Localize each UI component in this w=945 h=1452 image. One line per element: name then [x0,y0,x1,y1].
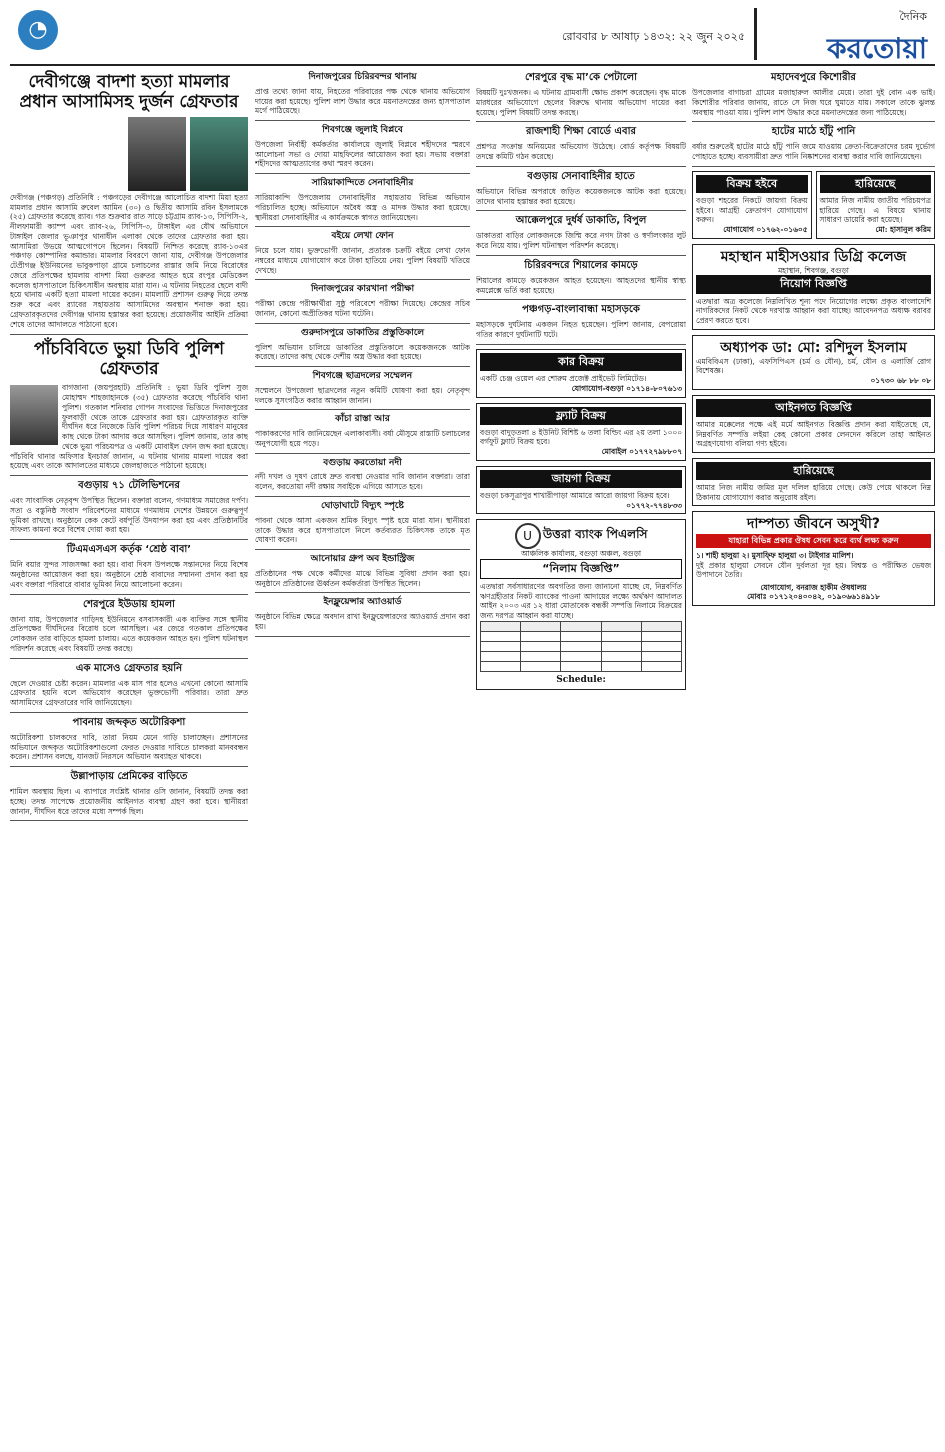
bank-office: আঞ্চলিক কার্যালয়, বগুড়া অঞ্চল, বগুড়া [520,549,642,559]
ad-lost-nid [816,171,936,239]
bank-auction-table [480,621,682,672]
health-ad-subtitle: যাহারা বিভিন্ন প্রকার ঔষধ সেবন করে ব্যর্থ লক্ষ্য করুন [696,534,931,548]
story-autorickshaw [10,717,248,767]
story-gurudaspur-headline: গুরুদাসপুরে ডাকাতির প্রস্তুতিকালে [300,327,425,338]
lead-photos [10,117,248,191]
masthead [10,6,935,66]
story-no-arrest [10,663,248,713]
story-anwar-group-body: প্রতিষ্ঠানের পক্ষ থেকে কর্মীদের মাঝে বিভিন্ন সুবিধা প্রদান করা হয়। অনুষ্ঠানে প্রতিষ্ঠানের ঊর্ধ্বতন কর্মকর্তারা উপস্থিত ছিলেন। [255,568,470,588]
ad-car-sale [476,349,686,398]
story-sariakandi [255,178,470,227]
story-chirirbandar-body: প্রাপ্ত তথ্যে জানা যায়, নিহতের পরিবারের পক্ষ থেকে থানায় অভিযোগ দায়ের করা হয়েছে। পুলিশ লাশ উদ্ধার করে ময়নাতদন্তের জন্য হাসপাতাল মর্গে পাঠিয়েছে। [255,86,470,116]
story-shibganj-july-body: উপজেলা নির্বাহী কর্মকর্তার কার্যালয়ে জুলাই বিপ্লবে শহীদদের স্মরণে আলোচনা সভা ও দোয়া মাহফিলের আয়োজন করা হয়। সভায় বক্তারা শহীদদের আত্মত্যাগের কথা স্মরণ করেন। [255,139,470,169]
issue-date: রোববার ৮ আষাঢ় ১৪৩২: ২২ জুন ২০২৫ [562,30,745,43]
story-mohadevpur-body: উপজেলার বাগাচরা গ্রামের মজাহারুল আলীর মেয়ে। তারা দুই বোন এক ভাই। কিশোরীর পরিবার জানায়, রাতে সে নিজ ঘরে ঘুমাতে যায়। সকালে তাকে ঝুলন্ত অবস্থায় পাওয়া যায়। পুলিশ লাশ উদ্ধার করে ময়নাতদন্তের জন্য পাঠিয়েছে। [692,88,935,117]
story-karatoa-river-body: নদী দখল ও দূষণ রোধে দ্রুত ব্যবস্থা নেওয়ার দাবি জানান বক্তারা। তারা বলেন, করতোয়া নদী রক্ষায় সবাইকে এগিয়ে আসতে হবে। [255,472,470,492]
ad-flat-sale-contact: মোবাইল ০১৭৭২৭৯৮৮০৭ [601,447,682,457]
story-anwar-group-headline: আনোয়ার গ্রুপ অব ইন্ডাস্ট্রিজ [310,554,415,565]
column-2 [255,70,470,1440]
suspect-photo [10,385,58,445]
story-chirirbandar-headline: দিনাজপুরের চিরিরবন্দর থানায় [308,72,417,82]
story-bogura-army-headline: বগুড়ায় সেনাবাহিনীর হাতে [527,170,635,182]
story-book-phone [255,231,470,280]
suspect-photo-2 [190,117,248,191]
ad-car-sale-title: কার বিক্রয় [480,353,682,371]
column-3 [476,70,686,1440]
ad-flat-sale-title: ফ্ল্যাট বিক্রয় [480,407,682,425]
story-fake-police-headline: পাঁচবিবিতে ভুয়া ডিবি পুলিশ গ্রেফতার [33,338,225,379]
doctor-name: অধ্যাপক ডা: মো: রশিদুল ইসলাম [720,339,907,356]
ad-for-sale-title: বিক্রয় হইবে [696,175,808,193]
story-akkelpur-headline: আক্কেলপুরে দুর্ধর্ষ ডাকাতি, বিপুল [515,215,647,227]
story-autorickshaw-headline: পাবনায় জব্দকৃত অটোরিকশা [72,716,186,728]
story-influencer-award [255,597,470,636]
health-ad-title: দাম্পত্য জীবনে অসুখী? [747,516,880,533]
story-ullapara-body: শামিল অবস্থায় ছিল। এ ব্যাপারে সংশ্লিষ্ট থানার ওসি জানান, বিষয়টি তদন্ত করা হচ্ছে। তদন্ত সাপেক্ষে প্রয়োজনীয় আইনগত ব্যবস্থা গ্রহণ করা হবে। স্থানীয়রা জানান, দীর্ঘদিন ধরে তাদের মধ্যে সম্পর্ক ছিল। [10,787,248,816]
ad-land-sale-contact: ০১৭৭২-৭৭৪৮৩৩ [626,500,682,510]
health-ad-body: দুই প্রকার হালুয়া সেবনে যৌন দুর্বলতা দূর হয়। বিশ্বস্ত ও পরীক্ষিত ভেষজ উপাদানে তৈরি। [696,560,931,580]
ad-lost-nid-title: হারিয়েছে [820,175,932,193]
story-sariakandi-headline: সারিয়াকান্দিতে সেনাবাহিনীর [311,178,414,189]
story-no-arrest-headline: এক মাসেও গ্রেফতার হয়নি [75,662,183,674]
story-ghoraghat-body: পাবনা থেকে আসা একজন শ্রমিক বিদ্যুৎ স্পৃষ্ট হয়ে মারা যান। স্থানীয়রা তাকে উদ্ধার করে হাসপাতালে নিলে কর্তব্যরত চিকিৎসক তাকে মৃত ঘোষণা করেন। [255,515,470,545]
story-bogura-tv-headline: বগুড়ায় ৭১ টেলিভিশনের [78,480,180,492]
college-address: মহাস্থান, শিবগঞ্জ, বগুড়া [778,265,849,275]
story-shibganj-july-headline: শিবগঞ্জে জুলাই বিপ্লবে [322,125,403,136]
story-karatoa-river-headline: বগুড়ায় করতোয়া নদী [323,457,402,468]
story-shibganj-july [255,125,470,174]
ad-flat-sale-body: বগুড়া বাদুড়তলা ৪ ইউনিট বিশিষ্ট ৬ তলা বিল্ডিং এর ২য় তলা ১০০০ বর্গফুট ফ্ল্যাট বিক্রয় হবে। [480,427,682,447]
ad-land-sale-title: জায়গা বিক্রয় [480,470,682,488]
story-kacha-rasta-headline: কাঁচা রাস্তা আর [335,414,390,425]
lost-deed-title: হারিয়েছে [696,462,931,480]
story-book-phone-headline: বইয়ে লেখা ফোন [331,231,394,242]
story-rajshahi-board-headline: রাজশাহী শিক্ষা বোর্ডে এবার [526,126,636,138]
recruitment-title: নিয়োগ বিজ্ঞপ্তি [696,275,931,293]
lead-body: দেবীগঞ্জ (পঞ্চগড়) প্রতিনিধি : পঞ্চগড়ের দেবীগঞ্জে আলোচিত বাদশা মিয়া হত্যা মামলার প্রধান আসামি রুবেল আমিন (৩০) ও দ্বিতীয় আসামি রবিন ইসলামকে (২৫) গ্রেফতার করেছে র‌্যাব। গত শুক্রবার রাত সাড়ে চট্টগ্রাম র‌্যাব-১৩, সিপিসি-২, নীলফামারী ক্যাম্প এবং র‌্যাব-২৬, সিপিসি-৩, টাঙ্গাইল এর যৌথ অভিযানে টাঙ্গাইল জেলার ভূঞাপুর থানাধীন এলাকা থেকে তাদের গ্রেফতার করা হয়। আসামিরা উভয়ে আত্মগোপনে ছিলেন। বিষয়টি নিশ্চিত করেছে র‌্যাব-১৩এর পঞ্চগড় কোম্পানির কমান্ডার। মামলার বিবরণে জানা যায়, দেবীগঞ্জ উপজেলার টেপ্রীগঞ্জ ইউনিয়নের ভাবুকপাড়া গ্রামে চলাচলের রাস্তার জমি নিয়ে বিরোধের জেরে প্রতিপক্ষের হামলায় বাদশা মিয়া গুরুতর আহত হয়ে রংপুর মেডিকেল কলেজ হাসপাতালে চিকিৎসাধীন অবস্থায় মারা যান। এ ঘটনায় নিহতের ছেলে বাদী হয়ে থানায় একটি হত্যা মামলা দায়ের করেন। মামলাটি প্রশাসন গুরুত্ব দিয়ে তদন্ত শুরু করে এবং র‌্যাবের সহায়তায় আসামিদের অবস্থান শনাক্ত করা হয়। গ্রেফতারকৃতদের দেবীগঞ্জ থানায় হস্তান্তর করা হয়েছে। প্রয়োজনীয় আইনি প্রক্রিয়া শেষে তাদের আদালতে পাঠানো হবে। [10,192,248,329]
story-panchagarh-highway-body: মহাসড়কে দুর্ঘটনায় একজন নিহত হয়েছেন। পুলিশ জানায়, বেপরোয়া গতির কারণে দুর্ঘটনাটি ঘটে। [476,320,686,340]
recruitment-body: এতদ্বারা অত্র কলেজে নিম্নলিখিত শূন্য পদে নিয়োগের লক্ষ্যে প্রকৃত বাংলাদেশি নাগরিকদের নিকট থেকে দরখাস্ত আহ্বান করা যাচ্ছে। আবেদনপত্র অধ্যক্ষ বরাবর প্রেরণ করতে হবে। [696,296,931,325]
story-rajshahi-board [476,126,686,167]
paper-nameplate [754,8,927,65]
legal-notice-title: আইনগত বিজ্ঞপ্তি [696,399,931,417]
college-recruitment-notice [692,244,935,330]
story-karatoa-river [255,458,470,497]
story-ullapara-headline: উল্লাপাড়ায় প্রেমিকের বাড়িতে [70,771,188,783]
bank-schedule-label: Schedule: [556,674,606,685]
story-gurudaspur-body: পুলিশ অভিযান চালিয়ে ডাকাতির প্রস্তুতিকালে কয়েকজনকে আটক করেছে। তাদের কাছ থেকে দেশীয় অস্ত্র উদ্ধার করা হয়েছে। [255,342,470,362]
story-ghoraghat-headline: ঘোড়াঘাটে বিদ্যুৎ স্পৃষ্টে [321,501,404,512]
story-gurudaspur [255,328,470,367]
story-bogura-army-body: অভিযানে বিভিন্ন অপরাধে জড়িত কয়েকজনকে আটক করা হয়েছে। তাদের থানায় হস্তান্তর করা হয়েছে। [476,186,686,206]
story-mohadevpur [692,72,935,122]
health-ad [692,511,935,606]
ad-car-sale-body: একটি চেঞ্জ ওয়েল এর শোরুম প্রজেক্ট প্রাইভেট লিমিটেড। [480,374,647,384]
doctor-credentials: এমবিবিএস (ঢাকা), এফসিপিএস (চর্ম ও যৌন), চর্ম, যৌন ও এলার্জি রোগ বিশেষজ্ঞ। [696,356,931,376]
story-mohadevpur-headline: মহাদেবপুরে কিশোরীর [771,72,856,83]
story-sherpur-attack-body: জানা যায়, উপজেলার গাড়িদহ ইউনিয়নে বসবাসকারী এক ব্যক্তির সঙ্গে স্থানীয় প্রতিপক্ষের দীর্ঘদিনের বিরোধ চলে আসছিল। এর জেরে গতকাল প্রতিপক্ষের লোকজন তার বাড়িতে হামলা চালায়। এতে কয়েকজন আহত হন। পুলিশ ঘটনাস্থল পরিদর্শন করেছে এবং বিষয়টি তদন্ত করছে। [10,614,248,653]
lost-deed-body: আমার নিজ নামীয় জমির মূল দলিল হারিয়ে গেছে। কেউ পেয়ে থাকলে নিম্ন ঠিকানায় যোগাযোগ করার অনুরোধ রইল। [696,483,931,502]
health-ad-products: ১। শাহী হালুয়া ২। মুসাফ্ফি হালুয়া ৩। টাইগার মালিশ। [696,550,854,560]
story-hat-water [692,126,935,167]
story-ghoraghat [255,501,470,550]
story-shibganj-chhatradal [255,371,470,410]
paper-small-label: দৈনিক [899,10,927,23]
story-hat-water-headline: হাটের মাঠে হাঁটু পানি [771,126,856,138]
story-ullapara [10,771,248,821]
story-jackal-bite-headline: চিরিরবন্দরে শিয়ালের কামড়ে [524,259,638,271]
story-akkelpur-body: ডাকাতরা বাড়ির লোকজনকে জিম্মি করে নগদ টাকা ও স্বর্ণালংকার লুট করে নিয়ে যায়। পুলিশ ঘটনাস্থল পরিদর্শন করেছে। [476,231,686,251]
ad-car-sale-contact: যোগাযোগ-বগুড়া ০১৭১৪-৮০৭৬১৩ [571,383,682,393]
ad-land-sale [476,466,686,515]
doctor-phone: ০১৭৩০ ৬৮ ৮৮ ০৮ [870,376,931,386]
bank-name: উত্তরা ব্যাংক পিএলসি [542,527,648,542]
doctor-ad [692,335,935,390]
bank-logo-icon: U [515,523,541,549]
story-autorickshaw-body: অটোরিকশা চালকদের দাবি, তারা নিয়ম মেনে গাড়ি চালাচ্ছেন। প্রশাসনের অভিযানে জব্দকৃত অটোরিকশাগুলো ফেরত দেওয়ার দাবিতে চালকরা মানববন্ধন করেন। প্রশাসন বলছে, যানজট নিরসনে অভিযান অব্যাহত থাকবে। [10,732,248,762]
classified-row [692,171,935,244]
ad-for-sale-body: বগুড়া শহরের নিকটে জায়গা বিক্রয় হইবে। আগ্রহী ক্রেতাগণ যোগাযোগ করুন। [696,196,808,225]
story-sherpur-mother-headline: শেরপুরে বৃদ্ধ মা’কে পেটালো [525,72,637,83]
ad-for-sale [692,171,812,239]
story-no-arrest-body: ছেলে দেওয়ার চেষ্টা করেন। মামলার এক মাস পার হলেও এখনো কোনো আসামি গ্রেফতার হয়নি বলে অভিযোগ করেছেন ভুক্তভোগী পরিবার। তারা দ্রুত আসামিদের গ্রেফতারের দাবি জানিয়েছেন। [10,678,248,708]
health-ad-phone: মোবাঃ ০১৭১২০৪০০৪২, ০১৯০৬৬১৪৯১৮ [747,592,880,602]
story-hat-water-body: বর্ষার শুরুতেই হাটের মাঠে হাঁটু পানি জমে যাওয়ায় ক্রেতা-বিক্রেতাদের চরম দুর্ভোগ পোহাতে হচ্ছে। ব্যবসায়ীরা দ্রুত পানি নিষ্কাশনের ব্যবস্থা করার দাবি জানিয়েছেন। [692,142,935,162]
legal-notice [692,395,935,453]
story-panchagarh-highway [476,304,686,345]
bank-notice-title: “নিলাম বিজ্ঞপ্তি” [480,559,682,579]
page-logo-icon: ◔ [18,10,58,50]
story-best-father [10,544,248,594]
lead-headline: দেবীগঞ্জে বাদশা হত্যা মামলার প্রধান আসামিসহ দুর্জন গ্রেফতার [19,72,239,113]
story-dinajpur-exam-body: পরীক্ষা কেন্দ্রে পরীক্ষার্থীরা সুষ্ঠু পরিবেশে পরীক্ষা দিয়েছে। কেন্দ্রের সচিব জানান, কোনো অপ্রীতিকর ঘটনা ঘটেনি। [255,299,470,318]
story-akkelpur [476,215,686,256]
ad-flat-sale [476,403,686,461]
story-sariakandi-body: সারিয়াকান্দি উপজেলায় সেনাবাহিনীর সহায়তায় বিভিন্ন অভিযান পরিচালিত হচ্ছে। অভিযানে অবৈধ অস্ত্র ও মাদক উদ্ধার করা হয়েছে। স্থানীয়রা সেনাবাহিনীর এ কার্যক্রমকে স্বাগত জানিয়েছেন। [255,192,470,222]
story-book-phone-body: নিয়ে চলে যায়। ভুক্তভোগী জানান, প্রতারক চক্রটি বইয়ে লেখা ফোন নম্বরের মাধ্যমে যোগাযোগ করে টাকা হাতিয়ে নেয়। পুলিশ বিষয়টি খতিয়ে দেখছে। [255,246,470,275]
story-panchagarh-highway-headline: পঞ্চগড়-বাংলাবান্ধা মহাসড়কে [522,304,640,316]
legal-notice-body: আমার মক্কেলের পক্ষে এই মর্মে আইনগত বিজ্ঞপ্তি প্রদান করা যাইতেছে যে, নিম্নবর্ণিত সম্পত্তি লইয়া কেহ কোনো প্রকার লেনদেন করিলে তাহা আইনত অগ্রহণযোগ্য বলিয়া গণ্য হইবে। [696,419,931,449]
ad-lost-nid-contact: মো: হাসানুল করিম [875,225,931,234]
story-fake-police-body: বাগজানা (জয়পুরহাট) প্রতিনিধি : ভুয়া ডিবি পুলিশ সুজ মোহাম্মদ শাহজাহানকে (৩৫) গ্রেফতার করেছে পাঁচবিবি থানা পুলিশ। গতকাল শনিবার গোপন সংবাদের ভিত্তিতে দিনাজপুরের ফুলবাড়ী থেকে তাকে গ্রেফতার করা হয়। গ্রেফতারকৃত ব্যক্তি দীর্ঘদিন ধরে নিজেকে ডিবি পুলিশ পরিচয় দিয়ে সাধারণ মানুষের কাছ থেকে টাকা আদায় করে আসছিল। পুলিশ জানায়, তার কাছ থেকে ভুয়া পরিচয়পত্র ও একটি মোবাইল ফোন জব্দ করা হয়েছে। পাঁচবিবি থানার অফিসার ইনচার্জ জানান, এ ঘটনায় থানায় মামলা দায়ের করা হয়েছে এবং তাকে আদালতের মাধ্যমে জেলহাজতে পাঠানো হয়েছে। [10,383,248,471]
health-ad-contact: যোগাযোগ, বনরাজ হাকীম ঔষধালয় [760,582,867,592]
college-name: মহাস্থান মাহীসওয়ার ডিগ্রি কলেজ [720,248,907,265]
story-bogura-tv-body: এবং সাংবাদিক নেতৃবৃন্দ উপস্থিত ছিলেন। বক্তারা বলেন, গণমাধ্যম সমাজের দর্পণ। সত্য ও বস্তুনিষ্ঠ সংবাদ পরিবেশনের মাধ্যমে গণমাধ্যম দেশের উন্নয়নে গুরুত্বপূর্ণ ভূমিকা রাখছে। অনুষ্ঠানে কেক কেটে বর্ষপূর্তি উদযাপন করা হয় এবং প্রতিষ্ঠানটির সাফল্য কামনা করে বিশেষ দোয়া করা হয়। [10,496,248,535]
column-1 [10,70,248,1440]
suspect-photo-1 [128,117,186,191]
story-best-father-headline: টিএমএসএস কর্তৃক ‘শ্রেষ্ঠ বাবা’ [66,544,192,556]
lead-story [10,72,248,335]
story-sherpur-mother-body: বিষয়টি দুঃখজনক। এ ঘটনায় গ্রামবাসী ক্ষোভ প্রকাশ করেছেন। বৃদ্ধ মাকে মারধরের অভিযোগে ছেলের বিরুদ্ধে থানায় অভিযোগ দায়ের করা হয়েছে। পুলিশ বিষয়টি তদন্ত করছে। [476,88,686,117]
story-fake-police [10,339,248,477]
story-chirirbandar [255,72,470,121]
story-dinajpur-exam [255,284,470,323]
story-dinajpur-exam-headline: দিনাজপুরের কারখানা পরীক্ষা [310,284,415,295]
story-sherpur-attack-headline: শেরপুরে ইউডায় হামলা [83,598,175,610]
story-sherpur-attack [10,599,248,659]
story-shibganj-chhatradal-body: সম্মেলনে উপজেলা ছাত্রদলের নতুন কমিটি ঘোষণা করা হয়। নেতৃবৃন্দ দলকে সুসংগঠিত করার আহ্বান জানান। [255,385,470,405]
bank-header [480,523,682,559]
story-sherpur-mother [476,72,686,122]
ad-land-sale-body: বগুড়া চকসূত্রাপুর শাখারীপাড়া আমারে আরো জায়গা বিক্রয় হবে। [480,490,670,500]
paper-name: করতোয়া [827,32,927,65]
bank-auction-notice [476,519,686,690]
story-jackal-bite [476,260,686,301]
story-influencer-award-headline: ইনফ্লুয়েন্সার অ্যাওয়ার্ড [323,597,402,608]
story-influencer-award-body: অনুষ্ঠানে বিভিন্ন ক্ষেত্রে অবদান রাখা ইনফ্লুয়েন্সারদের অ্যাওয়ার্ড প্রদান করা হয়। [255,612,470,631]
story-shibganj-chhatradal-headline: শিবগঞ্জে ছাত্রদলের সম্মেলন [312,371,413,382]
lost-deed-notice [692,458,935,507]
ad-for-sale-contact: যোগাযোগ ০১৭৬২-০১৬০৫ [723,225,808,234]
bank-notice-body: এতদ্বারা সর্বসাধারণের অবগতির জন্য জানানো যাচ্ছে যে, নিম্নবর্ণিত ঋণগ্রহীতার নিকট ব্যাংকের পাওনা আদায়ের লক্ষ্যে অর্থঋণ আদালত আইন ২০০৩ এর ১২ ধারা মোতাবেক বন্ধকী সম্পত্তি নিলামে বিক্রয়ের জন্য দরপত্র আহ্বান করা যাচ্ছে। [480,582,682,621]
story-bogura-army [476,171,686,212]
story-rajshahi-board-body: প্রশ্নপত্র সংক্রান্ত অনিয়মের অভিযোগ উঠেছে। বোর্ড কর্তৃপক্ষ বিষয়টি তদন্তে কমিটি গঠন করেছে। [476,142,686,162]
story-anwar-group [255,554,470,593]
story-jackal-bite-body: শিয়ালের কামড়ে কয়েকজন আহত হয়েছেন। আহতদের স্থানীয় স্বাস্থ্য কমপ্লেক্সে ভর্তি করা হয়েছে। [476,275,686,295]
ad-lost-nid-body: আমার নিজ নামীয় জাতীয় পরিচয়পত্র হারিয়ে গেছে। এ বিষয়ে থানায় সাধারণ ডায়েরি করা হয়েছে। [819,196,931,225]
story-kacha-rasta-body: পাকাকরণের দাবি জানিয়েছেন এলাকাবাসী। বর্ষা মৌসুমে রাস্তাটি চলাচলের অনুপযোগী হয়ে পড়ে। [255,429,470,448]
story-bogura-tv [10,480,248,540]
story-kacha-rasta [255,414,470,453]
column-4 [692,70,935,1440]
story-best-father-body: মিনি বয়ার সুন্দর সাজসজ্জা করা হয়। বাবা দিবস উপলক্ষে সন্তানদের নিয়ে বিশেষ অনুষ্ঠানের আয়োজন করা হয়। অনুষ্ঠানে শ্রেষ্ঠ বাবাদের সম্মাননা প্রদান করা হয় এবং বক্তারা পরিবারে বাবার ভূমিকা নিয়ে আলোচনা করেন। [10,560,248,589]
